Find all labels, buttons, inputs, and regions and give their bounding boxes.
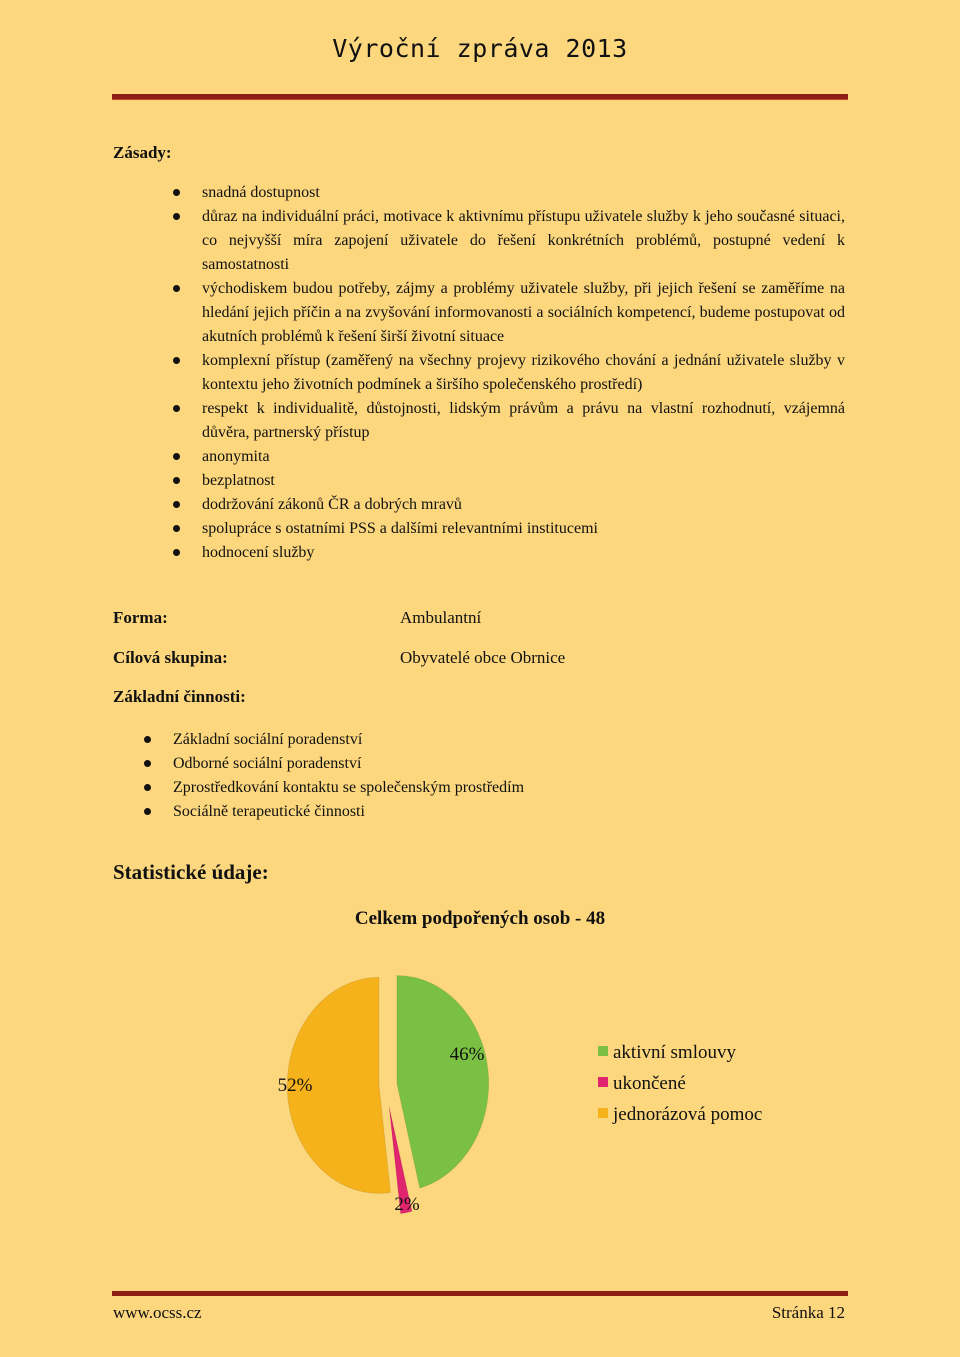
list-item-text: komplexní přístup (zaměřený na všechny projevy rizikového chování a jednání uživatele služby v kontextu jeho životních podmínek a širšího společenského prostředí)	[202, 352, 845, 393]
forma-label: Forma:	[113, 608, 168, 627]
list-item-text: Odborné sociální poradenství	[173, 755, 362, 772]
slice-percent-label: 46%	[449, 1044, 485, 1065]
list-item-text: spolupráce s ostatními PSS a dalšími relevantními institucemi	[202, 520, 598, 537]
document-header-title: Výroční zpráva 2013	[332, 34, 628, 63]
footer-page-number: Stránka 12	[771, 1303, 845, 1322]
list-item-text: dodržování zákonů ČR a dobrých mravů	[202, 496, 462, 513]
slice-percent-label: 52%	[277, 1075, 313, 1096]
forma-value: Ambulantní	[400, 608, 482, 627]
list-item-text: důraz na individuální práci, motivace k aktivnímu přístupu uživatele služby k jeho současné situaci, co nejvyšší míra zapojení uživatele do řešení konkrétních problémů, postupné vedení k samostatnosti	[202, 208, 845, 273]
list-item-text: Základní sociální poradenství	[173, 731, 363, 748]
list-item-text: bezplatnost	[202, 472, 275, 489]
list-item-text: hodnocení služby	[202, 544, 315, 561]
legend-swatch	[598, 1046, 608, 1056]
list-item-text: snadná dostupnost	[202, 184, 320, 201]
list-item-text: Zprostředkování kontaktu se společenským prostředím	[173, 779, 525, 796]
cilova-skupina-value: Obyvatelé obce Obrnice	[400, 648, 566, 667]
legend-label: ukončené	[613, 1073, 686, 1094]
cilova-skupina-label: Cílová skupina:	[113, 648, 228, 667]
legend-label: aktivní smlouvy	[613, 1042, 736, 1063]
chart-title: Celkem podpořených osob - 48	[354, 908, 606, 929]
zasady-heading: Zásady:	[113, 143, 172, 162]
footer-divider	[112, 1291, 848, 1296]
statistics-heading: Statistické údaje:	[113, 860, 269, 884]
list-item-text: respekt k individualitě, důstojnosti, lidským právům a právu na vlastní rozhodnutí, vzájemná důvěra, partnerský přístup	[202, 400, 845, 441]
list-item-text: anonymita	[202, 448, 270, 465]
legend-swatch	[598, 1108, 608, 1118]
list-item-text: východiskem budou potřeby, zájmy a problémy uživatele služby, při jejich řešení se zaměříme na hledání jejich příčin a na zvyšování informovanosti a sociálních kompetencí, budeme postupovat od akutních problémů k řešení širší životní situace	[202, 280, 845, 345]
list-item-text: Sociálně terapeutické činnosti	[173, 803, 365, 820]
zakladni-cinnosti-heading: Základní činnosti:	[113, 687, 246, 706]
legend-swatch	[598, 1077, 608, 1087]
footer-website: www.ocss.cz	[113, 1303, 202, 1322]
legend-label: jednorázová pomoc	[613, 1104, 763, 1125]
pie-slice	[397, 975, 489, 1188]
slice-percent-label: 2%	[394, 1194, 420, 1215]
